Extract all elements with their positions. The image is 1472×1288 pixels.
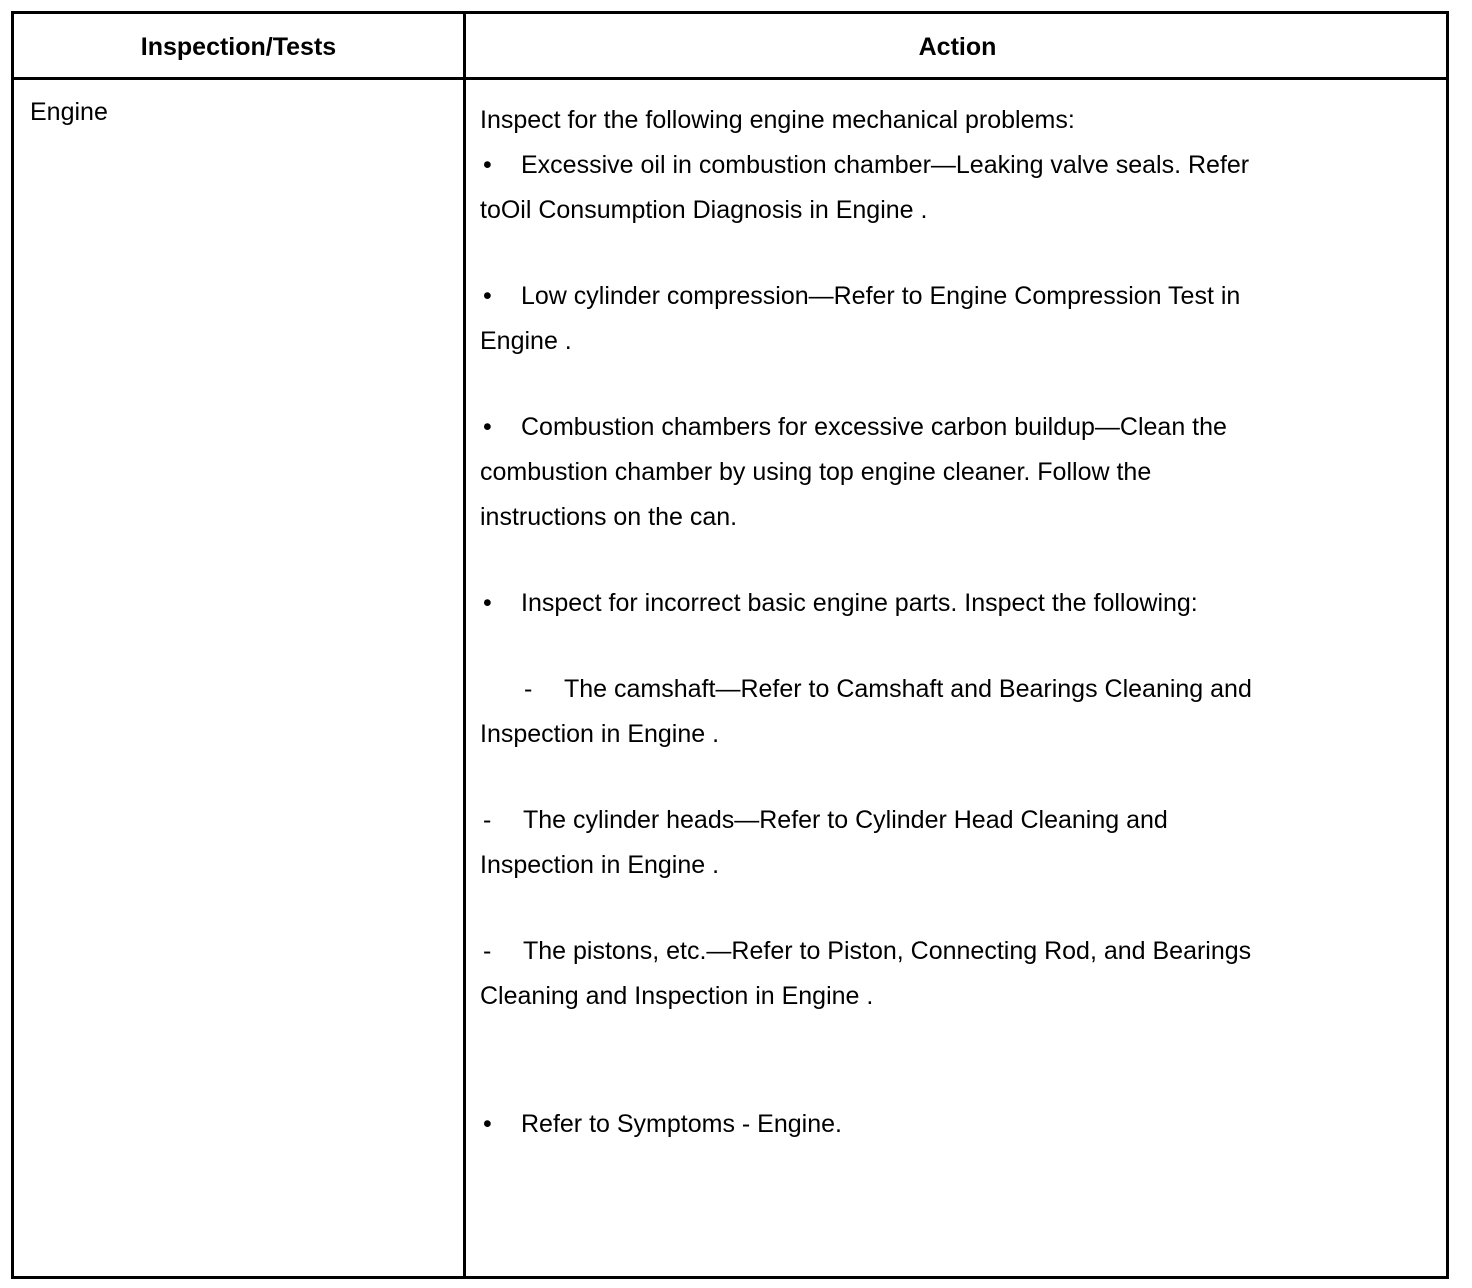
list-item (480, 1102, 1360, 1147)
cell-action (480, 98, 1360, 1147)
header-inspection-tests: Inspection/Tests (140, 33, 337, 61)
bullet-icon: • (483, 151, 492, 179)
list-item (480, 143, 1360, 233)
list-item-text: Low cylinder compression—Refer to Engine Compression Test in (521, 282, 1241, 310)
list-item-text: Inspect for incorrect basic engine parts. Inspect the following: (521, 589, 1198, 617)
table-header-row (14, 14, 1446, 80)
cell-inspection-engine: Engine (30, 98, 108, 126)
bullet-icon: • (483, 413, 492, 441)
sub-list-item-text: Cleaning and Inspection in Engine . (480, 982, 874, 1010)
list-item (480, 581, 1360, 626)
bullet-icon: • (483, 589, 492, 617)
bullet-icon: • (483, 282, 492, 310)
list-item-text: combustion chamber by using top engine cleaner. Follow the (480, 458, 1152, 486)
sub-list-item-text: Inspection in Engine . (480, 851, 720, 879)
dash-icon: - (524, 675, 533, 703)
list-item-text: Combustion chambers for excessive carbon buildup—Clean the (521, 413, 1227, 441)
bullet-icon: • (483, 1110, 492, 1138)
list-item-text: Refer to Symptoms - Engine. (521, 1110, 842, 1138)
list-item (480, 274, 1360, 364)
list-item-text: instructions on the can. (480, 503, 738, 531)
inspection-table (11, 11, 1449, 1279)
action-intro: Inspect for the following engine mechanical problems: (480, 106, 1075, 134)
header-action: Action (918, 33, 997, 61)
sub-list-item-text: The pistons, etc.—Refer to Piston, Connecting Rod, and Bearings (523, 937, 1252, 965)
column-divider (463, 14, 466, 1276)
sub-list-item-text: The camshaft—Refer to Camshaft and Bearings Cleaning and (564, 675, 1252, 703)
list-item-text: Excessive oil in combustion chamber—Leaking valve seals. Refer (521, 151, 1250, 179)
list-item (480, 405, 1360, 540)
dash-icon: - (483, 806, 492, 834)
dash-icon: - (483, 937, 492, 965)
sub-list-item (480, 667, 1360, 757)
sub-list-item (480, 929, 1360, 1019)
sub-list-item (480, 798, 1360, 888)
list-item-text: Engine . (480, 327, 572, 355)
sub-list-item-text: The cylinder heads—Refer to Cylinder Head Cleaning and (523, 806, 1168, 834)
list-item-text: toOil Consumption Diagnosis in Engine . (480, 196, 928, 224)
sub-list-item-text: Inspection in Engine . (480, 720, 720, 748)
